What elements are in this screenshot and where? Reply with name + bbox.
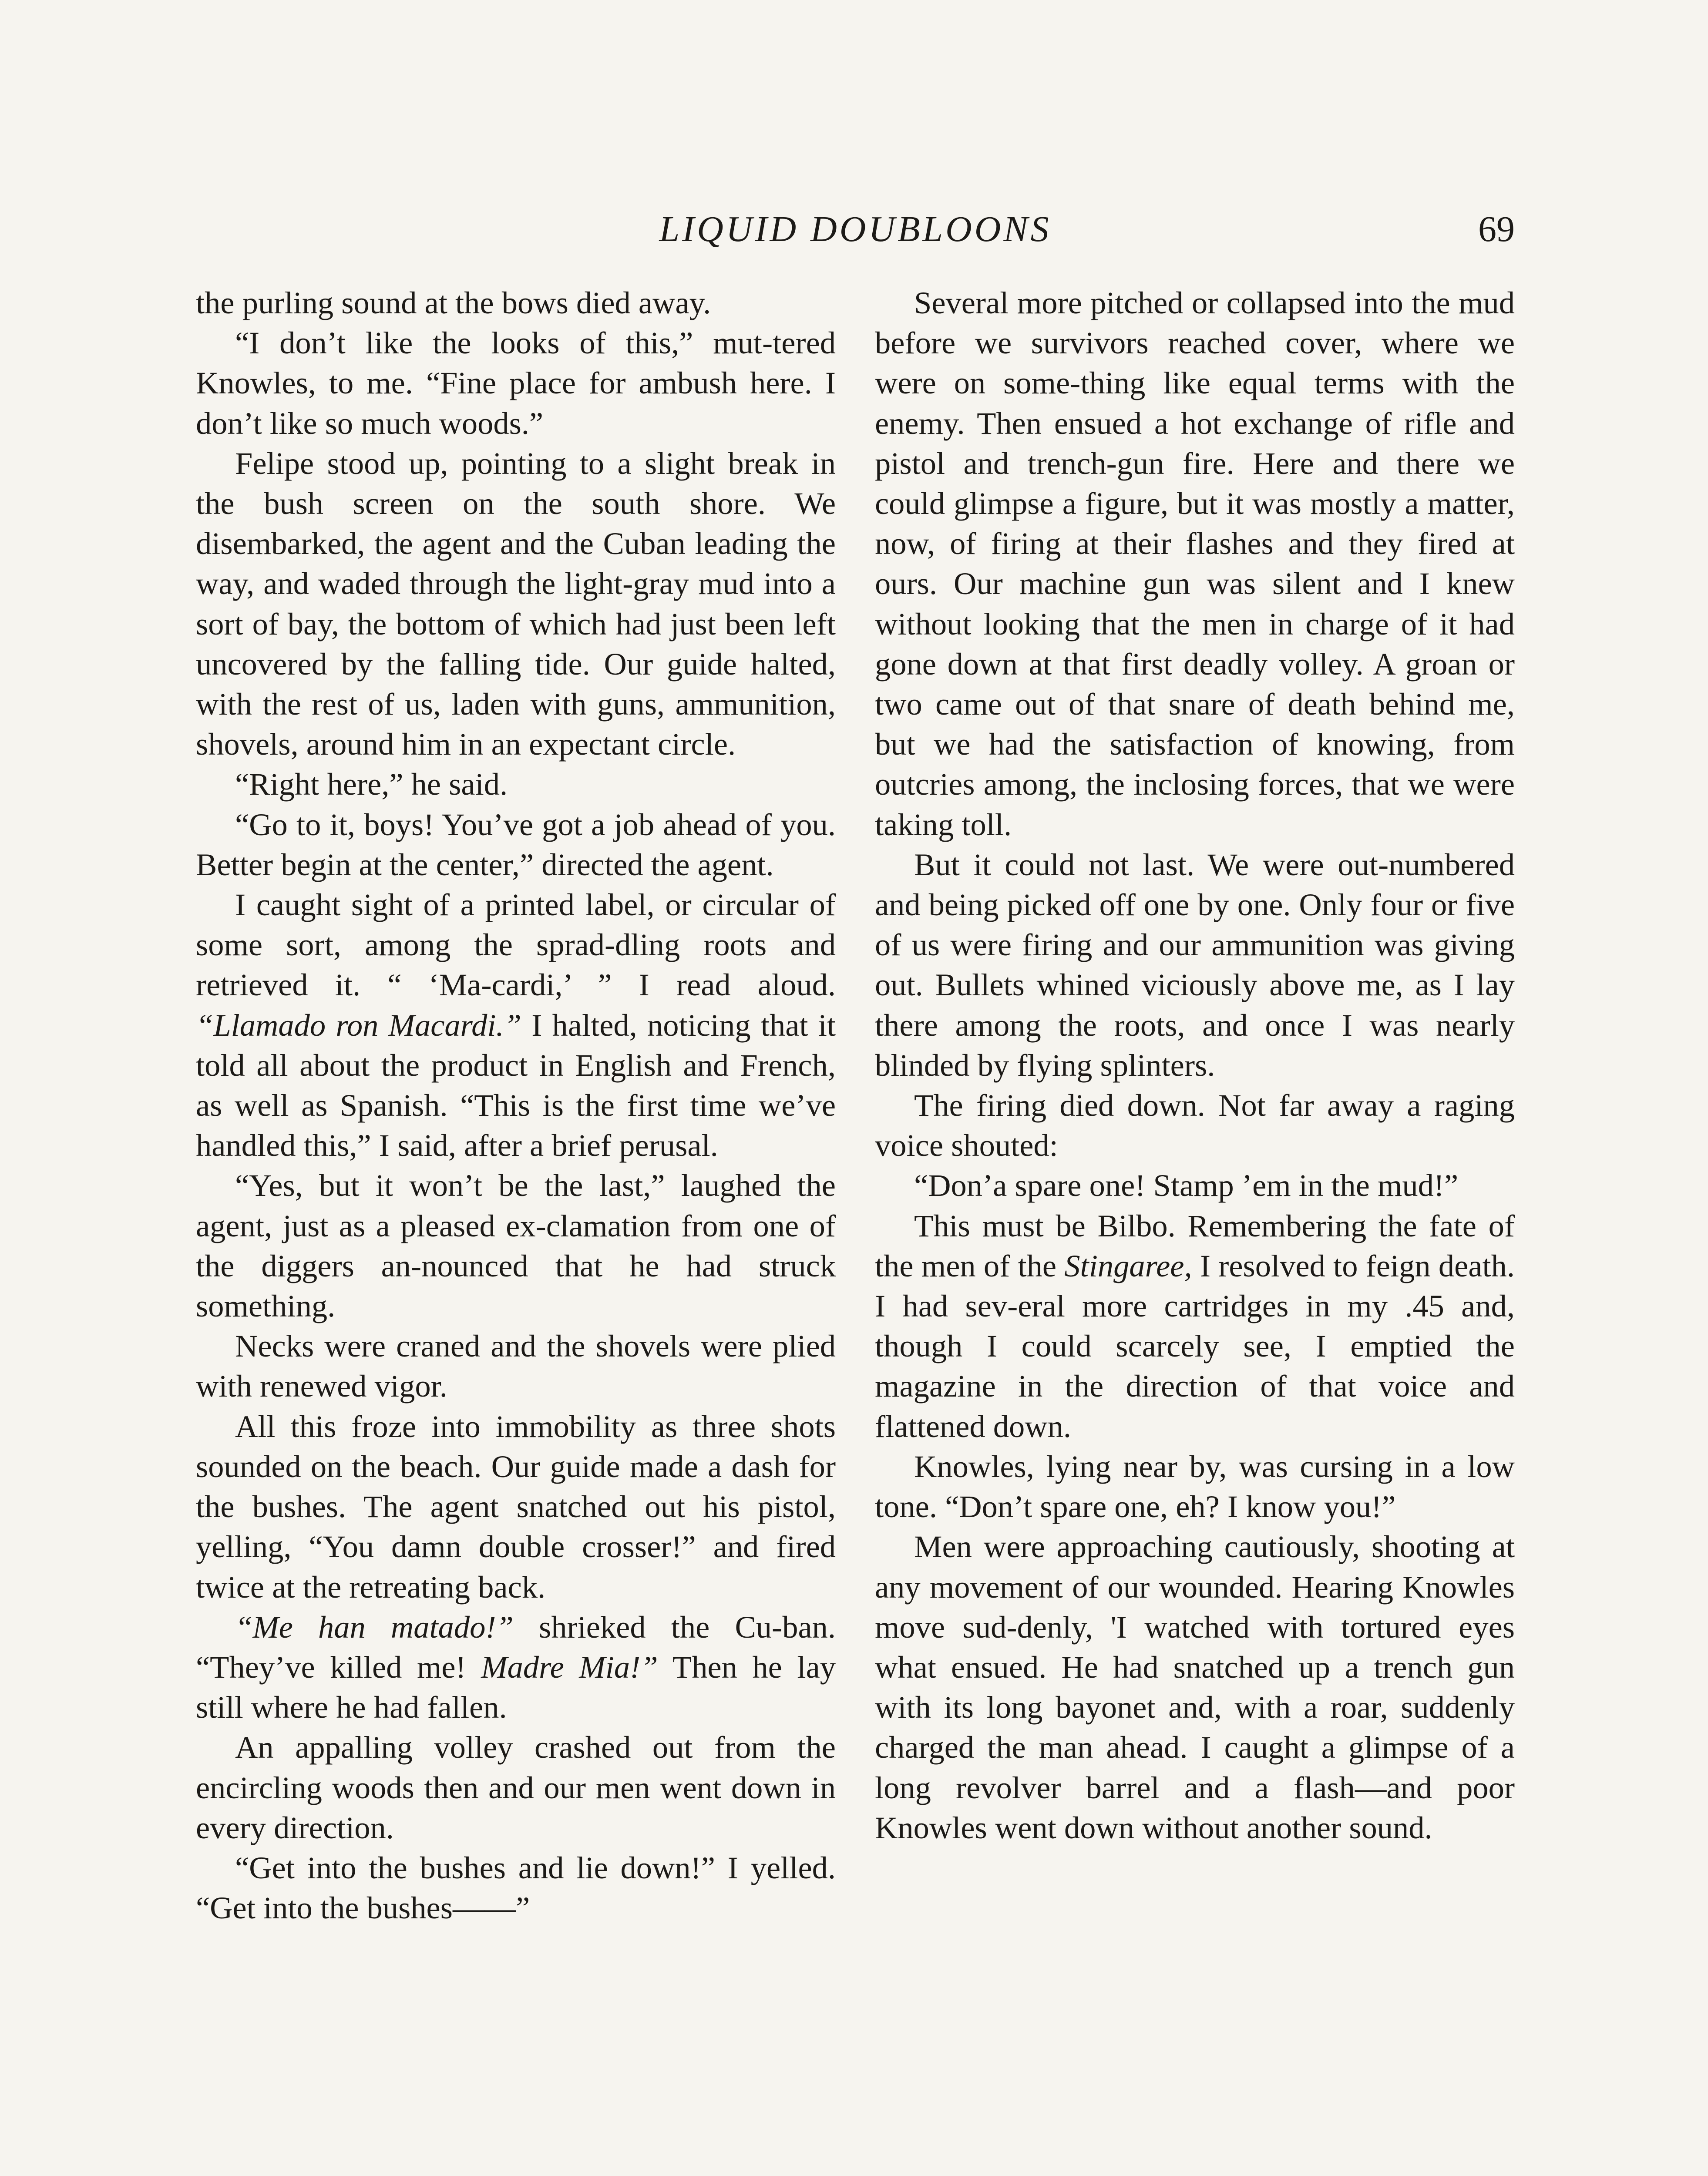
right-column xyxy=(875,283,1515,1848)
page-number: 69 xyxy=(1478,209,1515,249)
left-column xyxy=(196,283,836,1928)
italic-text: “Llamado ron Macardi.” xyxy=(196,1007,521,1043)
page-header xyxy=(196,208,1515,256)
paragraph: The firing died down. Not far away a raging voice shouted: xyxy=(875,1088,1515,1163)
text-run: I caught sight of a printed label, or circular of some sort, among the sprad-dling roots and retrieved it. “ ‘Ma-cardi,’ ” I read aloud. xyxy=(196,887,836,1003)
paragraph: An appalling volley crashed out from the encircling woods then and our men went down in every direction. xyxy=(196,1729,836,1845)
paragraph: “Right here,” he said. xyxy=(235,766,508,802)
paragraph: Knowles, lying near by, was cursing in a low tone. “Don’t spare one, eh? I know you!” xyxy=(875,1448,1515,1525)
paragraph: “Get into the bushes and lie down!” I yelled. “Get into the bushes——” xyxy=(196,1850,836,1926)
paragraph: “Yes, but it won’t be the last,” laughed the agent, just as a pleased ex-clamation from one of the diggers an-nounced that he had struck something. xyxy=(196,1168,836,1324)
paragraph: Necks were craned and the shovels were plied with renewed vigor. xyxy=(196,1328,836,1404)
paragraph xyxy=(196,1607,836,1728)
paragraph: Felipe stood up, pointing to a slight break in the bush screen on the south shore. We disembarked, the agent and the Cuban leading the way, and waded through the light-gray mud into a sort of bay, the bottom of which had just been left uncovered by the falling tide. Our guide halted, with the rest of us, laden with guns, ammunition, shovels, around him in an expectant circle. xyxy=(196,445,836,762)
paragraph: the purling sound at the bows died away. xyxy=(196,285,711,320)
text-run: I halted, noticing that it told all about the product in English and French, as well as Spanish. “This is the first time we’ve handled this,” I said, after a brief perusal. xyxy=(196,1007,836,1163)
text-run: I resolved to feign death. I had sev-eral more cartridges in my .45 and, though I could scarcely see, I emptied the magazine in the direction of that voice and flattened down. xyxy=(875,1248,1515,1444)
italic-text: Stingaree, xyxy=(1064,1248,1192,1283)
paragraph: Men were approaching cautiously, shooting at any movement of our wounded. Hearing Knowles move sud-denly, 'I watched with tortured eyes what ensued. He had snatched up a trench gun with its long bayonet and, with a roar, suddenly charged the man ahead. I caught a glimpse of a long revolver barrel and a flash—and poor Knowles went down without another sound. xyxy=(875,1529,1515,1845)
text-run: Then he lay still where he had fallen. xyxy=(196,1649,836,1725)
text-run: shrieked the Cu-ban. “They’ve killed me! xyxy=(196,1609,836,1685)
paragraph xyxy=(196,885,836,1165)
paragraph: “Don’a spare one! Stamp ’em in the mud!” xyxy=(914,1168,1459,1203)
paragraph: But it could not last. We were out-numbered and being picked off one by one. Only four or five of us were firing and our ammunition was giving out. Bullets whined viciously above me, as I lay there among the roots, and once I was nearly blinded by flying splinters. xyxy=(875,846,1515,1083)
paragraph: All this froze into immobility as three shots sounded on the beach. Our guide made a dash for the bushes. The agent snatched out his pistol, yelling, “You damn double crosser!” and fired twice at the retreating back. xyxy=(196,1408,836,1605)
running-title: LIQUID DOUBLOONS xyxy=(659,209,1052,249)
paragraph: “Go to it, boys! You’ve got a job ahead of you. Better begin at the center,” directed the agent. xyxy=(196,806,836,882)
text-run: This must be Bilbo. Remembering the fate of the men of the xyxy=(875,1208,1515,1283)
italic-text: “Me han matado!” xyxy=(235,1609,514,1645)
paragraph: “I don’t like the looks of this,” mut-tered Knowles, to me. “Fine place for ambush here. I don’t like so much woods.” xyxy=(196,325,836,441)
paragraph xyxy=(875,1206,1515,1447)
italic-text: Madre Mia!” xyxy=(481,1649,658,1685)
paragraph: Several more pitched or collapsed into the mud before we survivors reached cover, where we were on some-thing like equal terms with the enemy. Then ensued a hot exchange of rifle and pistol and trench-gun fire. Here and there we could glimpse a figure, but it was mostly a matter, now, of firing at their flashes and they fired at ours. Our machine gun was silent and I knew without looking that the men in charge of it had gone down at that first deadly volley. A groan or two came out of that snare of death behind me, but we had the satisfaction of knowing, from outcries among, the inclosing forces, that we were taking toll. xyxy=(875,285,1515,842)
